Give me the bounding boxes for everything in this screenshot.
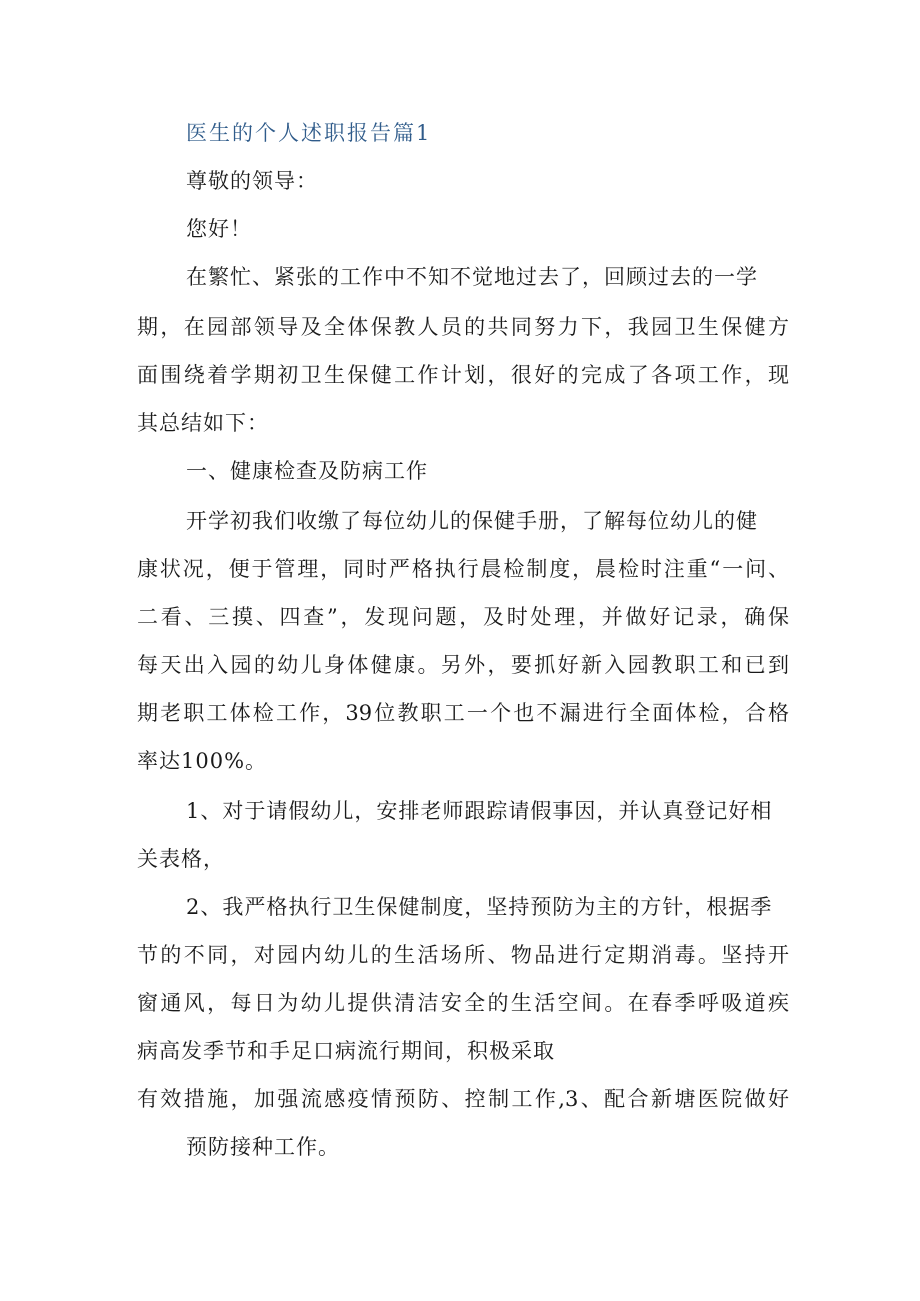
- list-item-line: 1、对于请假幼儿，安排老师跟踪请假事因，并认真登记好相: [186, 799, 773, 823]
- greeting: 您好！: [186, 217, 252, 241]
- list-item-line: 2、我严格执行卫生保健制度，坚持预防为主的方针，根据季: [186, 895, 773, 919]
- list-item-line: 窗通风，每日为幼儿提供清洁安全的生活空间。在春季呼吸道疾: [137, 991, 789, 1015]
- paragraph-line: 二看、三摸、四查”，发现问题，及时处理，并做好记录，确保: [137, 605, 789, 629]
- paragraph-line: 率达100%。: [137, 749, 268, 773]
- list-item-line: 预防接种工作。: [186, 1135, 340, 1159]
- paragraph-line: 每天出入园的幼儿身体健康。另外，要抓好新入园教职工和已到: [137, 653, 789, 677]
- paragraph-line: 面围绕着学期初卫生保健工作计划，很好的完成了各项工作，现: [137, 363, 789, 387]
- paragraph-line: 其总结如下：: [137, 411, 269, 435]
- paragraph-line: 期，在园部领导及全体保教人员的共同努力下，我园卫生保健方: [137, 315, 789, 339]
- list-item-line: 节的不同，对园内幼儿的生活场所、物品进行定期消毒。坚持开: [137, 943, 789, 967]
- document-title: 医生的个人述职报告篇1: [186, 121, 432, 145]
- paragraph-line: 开学初我们收缴了每位幼儿的保健手册，了解每位幼儿的健: [186, 509, 758, 533]
- list-item-line: 有效措施，加强流感疫情预防、控制工作,3、配合新塘医院做好: [137, 1087, 789, 1111]
- section-heading: 一、健康检查及防病工作: [186, 459, 428, 483]
- paragraph-line: 康状况，便于管理，同时严格执行晨检制度，晨检时注重“一问、: [137, 557, 789, 581]
- list-item-line: 病高发季节和手足口病流行期间，积极采取: [137, 1039, 555, 1063]
- paragraph-line: 在繁忙、紧张的工作中不知不觉地过去了，回顾过去的一学: [186, 265, 758, 289]
- list-item-line: 关表格，: [137, 847, 225, 871]
- salutation: 尊敬的领导：: [186, 169, 318, 193]
- paragraph-line: 期老职工体检工作，39位教职工一个也不漏进行全面体检，合格: [137, 701, 789, 725]
